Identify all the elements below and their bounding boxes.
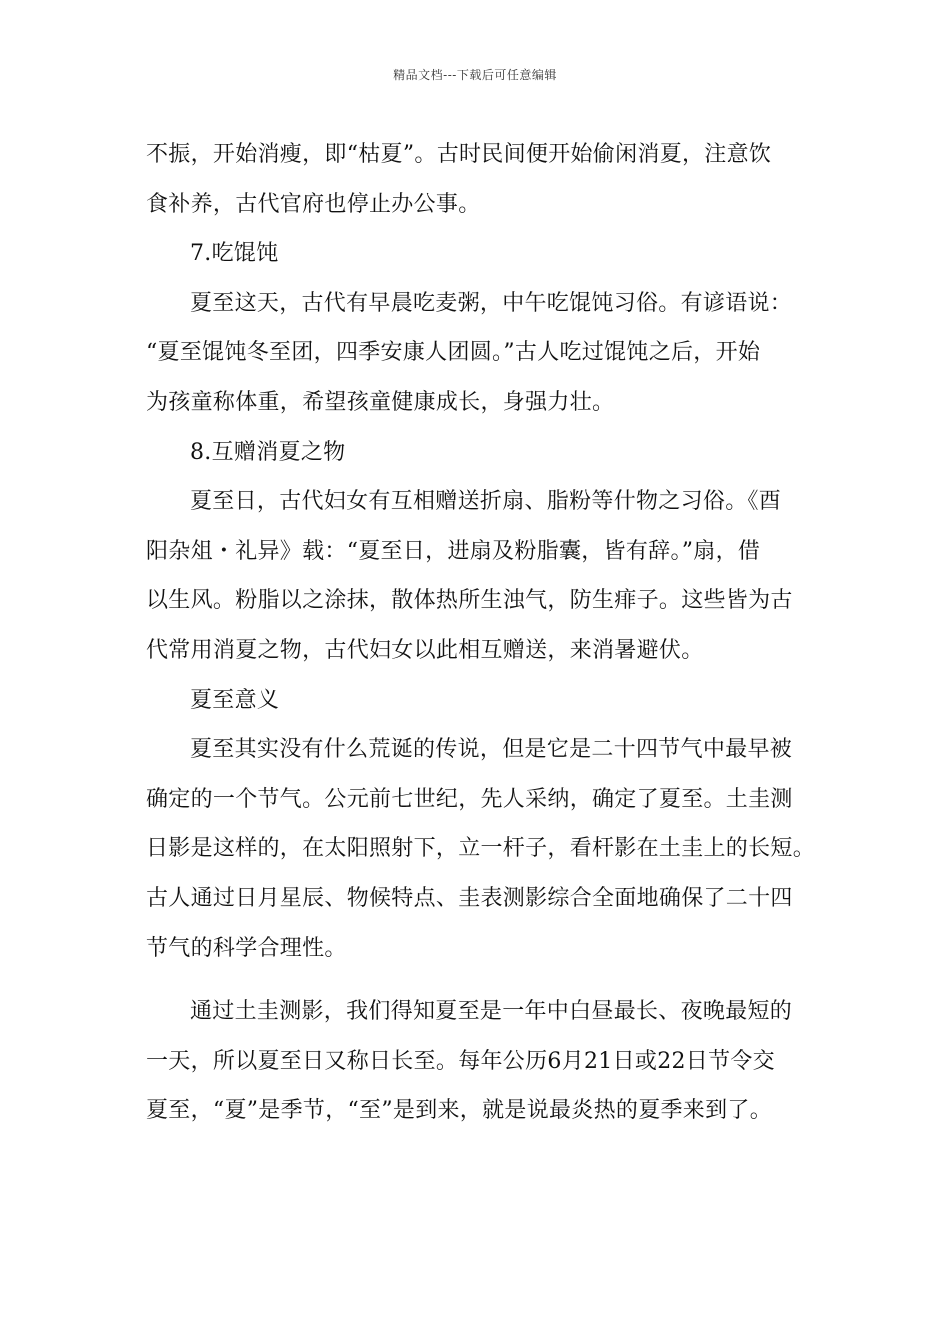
text-line: 代常用消夏之物，古代妇女以此相互赠送，来消暑避伏。 xyxy=(146,637,704,663)
section-heading: 8.互赠消夏之物 xyxy=(190,439,346,465)
text-line: 夏至这天，古代有早晨吃麦粥，中午吃馄饨习俗。有谚语说： xyxy=(190,290,793,316)
text-line: 确定的一个节气。公元前七世纪，先人采纳，确定了夏至。土圭测 xyxy=(146,786,793,812)
text-line: 为孩童称体重，希望孩童健康成长，身强力壮。 xyxy=(146,389,615,415)
section-heading: 夏至意义 xyxy=(190,687,280,713)
text-line: 夏至，“夏”是季节，“至”是到来，就是说最炎热的夏季来到了。 xyxy=(146,1098,772,1124)
text-line: “夏至馄饨冬至团，四季安康人团圆。”古人吃过馄饨之后，开始 xyxy=(146,340,761,366)
text-line: 节气的科学合理性。 xyxy=(146,935,347,961)
paragraph-gap xyxy=(146,973,836,987)
section-heading: 7.吃馄饨 xyxy=(190,241,279,267)
text-line: 不振，开始消瘦，即“枯夏”。古时民间便开始偷闲消夏，注意饮 xyxy=(146,142,772,167)
text-line: 以生风。粉脂以之涂抹，散体热所生浊气，防生痱子。这些皆为古 xyxy=(146,588,793,614)
text-line: 古人通过日月星辰、物候特点、圭表测影综合全面地确保了二十四 xyxy=(146,885,793,911)
text-line: 通过土圭测影，我们得知夏至是一年中白昼最长、夜晚最短的 xyxy=(190,999,793,1025)
text-line: 阳杂俎・礼异》载：“夏至日，进扇及粉脂囊，皆有辞。”扇，借 xyxy=(146,538,761,564)
text-line: 夏至其实没有什么荒诞的传说，但是它是二十四节气中最早被 xyxy=(190,737,793,763)
text-line: 日影是这样的，在太阳照射下，立一杆子，看杆影在土圭上的长短。 xyxy=(146,836,816,862)
text-line: 夏至日，古代妇女有互相赠送折扇、脂粉等什物之习俗。《酉 xyxy=(190,489,782,515)
page-header: 精品文档---下载后可任意编辑 xyxy=(393,68,557,82)
text-line: 食补养，古代官府也停止办公事。 xyxy=(146,191,481,217)
document-body xyxy=(146,130,836,1136)
text-line: 一天，所以夏至日又称日长至。每年公历6月21日或22日节令交 xyxy=(146,1048,775,1074)
